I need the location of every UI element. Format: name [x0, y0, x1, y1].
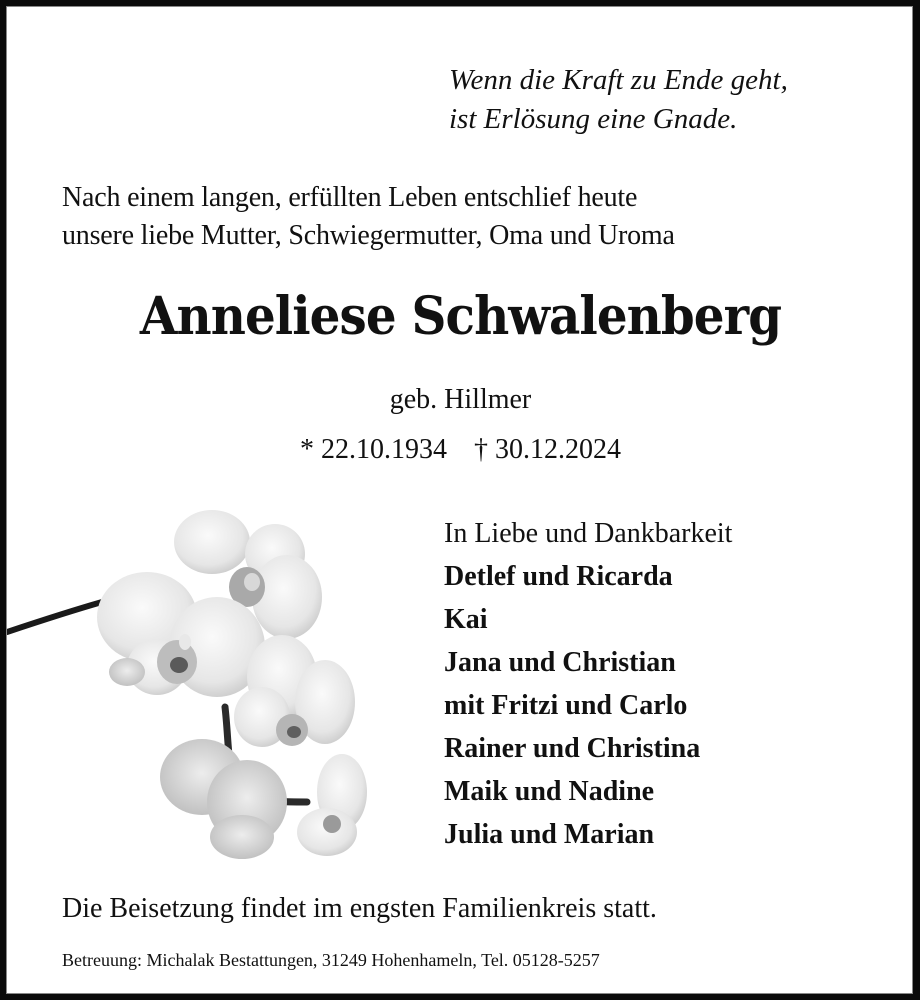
mourner-name: Jana und Christian [444, 647, 676, 678]
mourner-name: Julia und Marian [444, 819, 655, 850]
mourner-name: Detlef und Ricarda [444, 561, 673, 592]
maiden-name: geb. Hillmer [389, 384, 532, 415]
motto-line-1: Wenn die Kraft zu Ende geht, [449, 64, 788, 96]
intro-line-1: Nach einem langen, erfüllten Leben entschlief heute [62, 182, 638, 213]
deceased-name: Anneliese Schwalenberg [139, 286, 782, 347]
motto-line-2: ist Erlösung eine Gnade. [449, 103, 738, 135]
obituary-notice [6, 6, 913, 994]
birth-date: * 22.10.1934 [300, 434, 447, 465]
undertaker-info: Betreuung: Michalak Bestattungen, 31249 Hohenhameln, Tel. 05128-5257 [62, 950, 600, 970]
mourner-name: Maik und Nadine [444, 776, 655, 807]
life-dates [7, 432, 914, 468]
orchid-icon [7, 502, 377, 867]
motto [449, 61, 788, 139]
burial-note: Die Beisetzung findet im engsten Familienkreis statt. [62, 893, 657, 924]
mourner-name: Rainer und Christina [444, 733, 701, 764]
intro-line-2: unsere liebe Mutter, Schwiegermutter, Oma und Uroma [62, 220, 675, 251]
death-date: † 30.12.2024 [474, 434, 621, 465]
intro-text [62, 179, 675, 255]
mourners-lead: In Liebe und Dankbarkeit [444, 518, 733, 549]
mourner-name: mit Fritzi und Carlo [444, 690, 688, 721]
mourners-list [444, 512, 732, 856]
mourner-name: Kai [444, 604, 488, 635]
